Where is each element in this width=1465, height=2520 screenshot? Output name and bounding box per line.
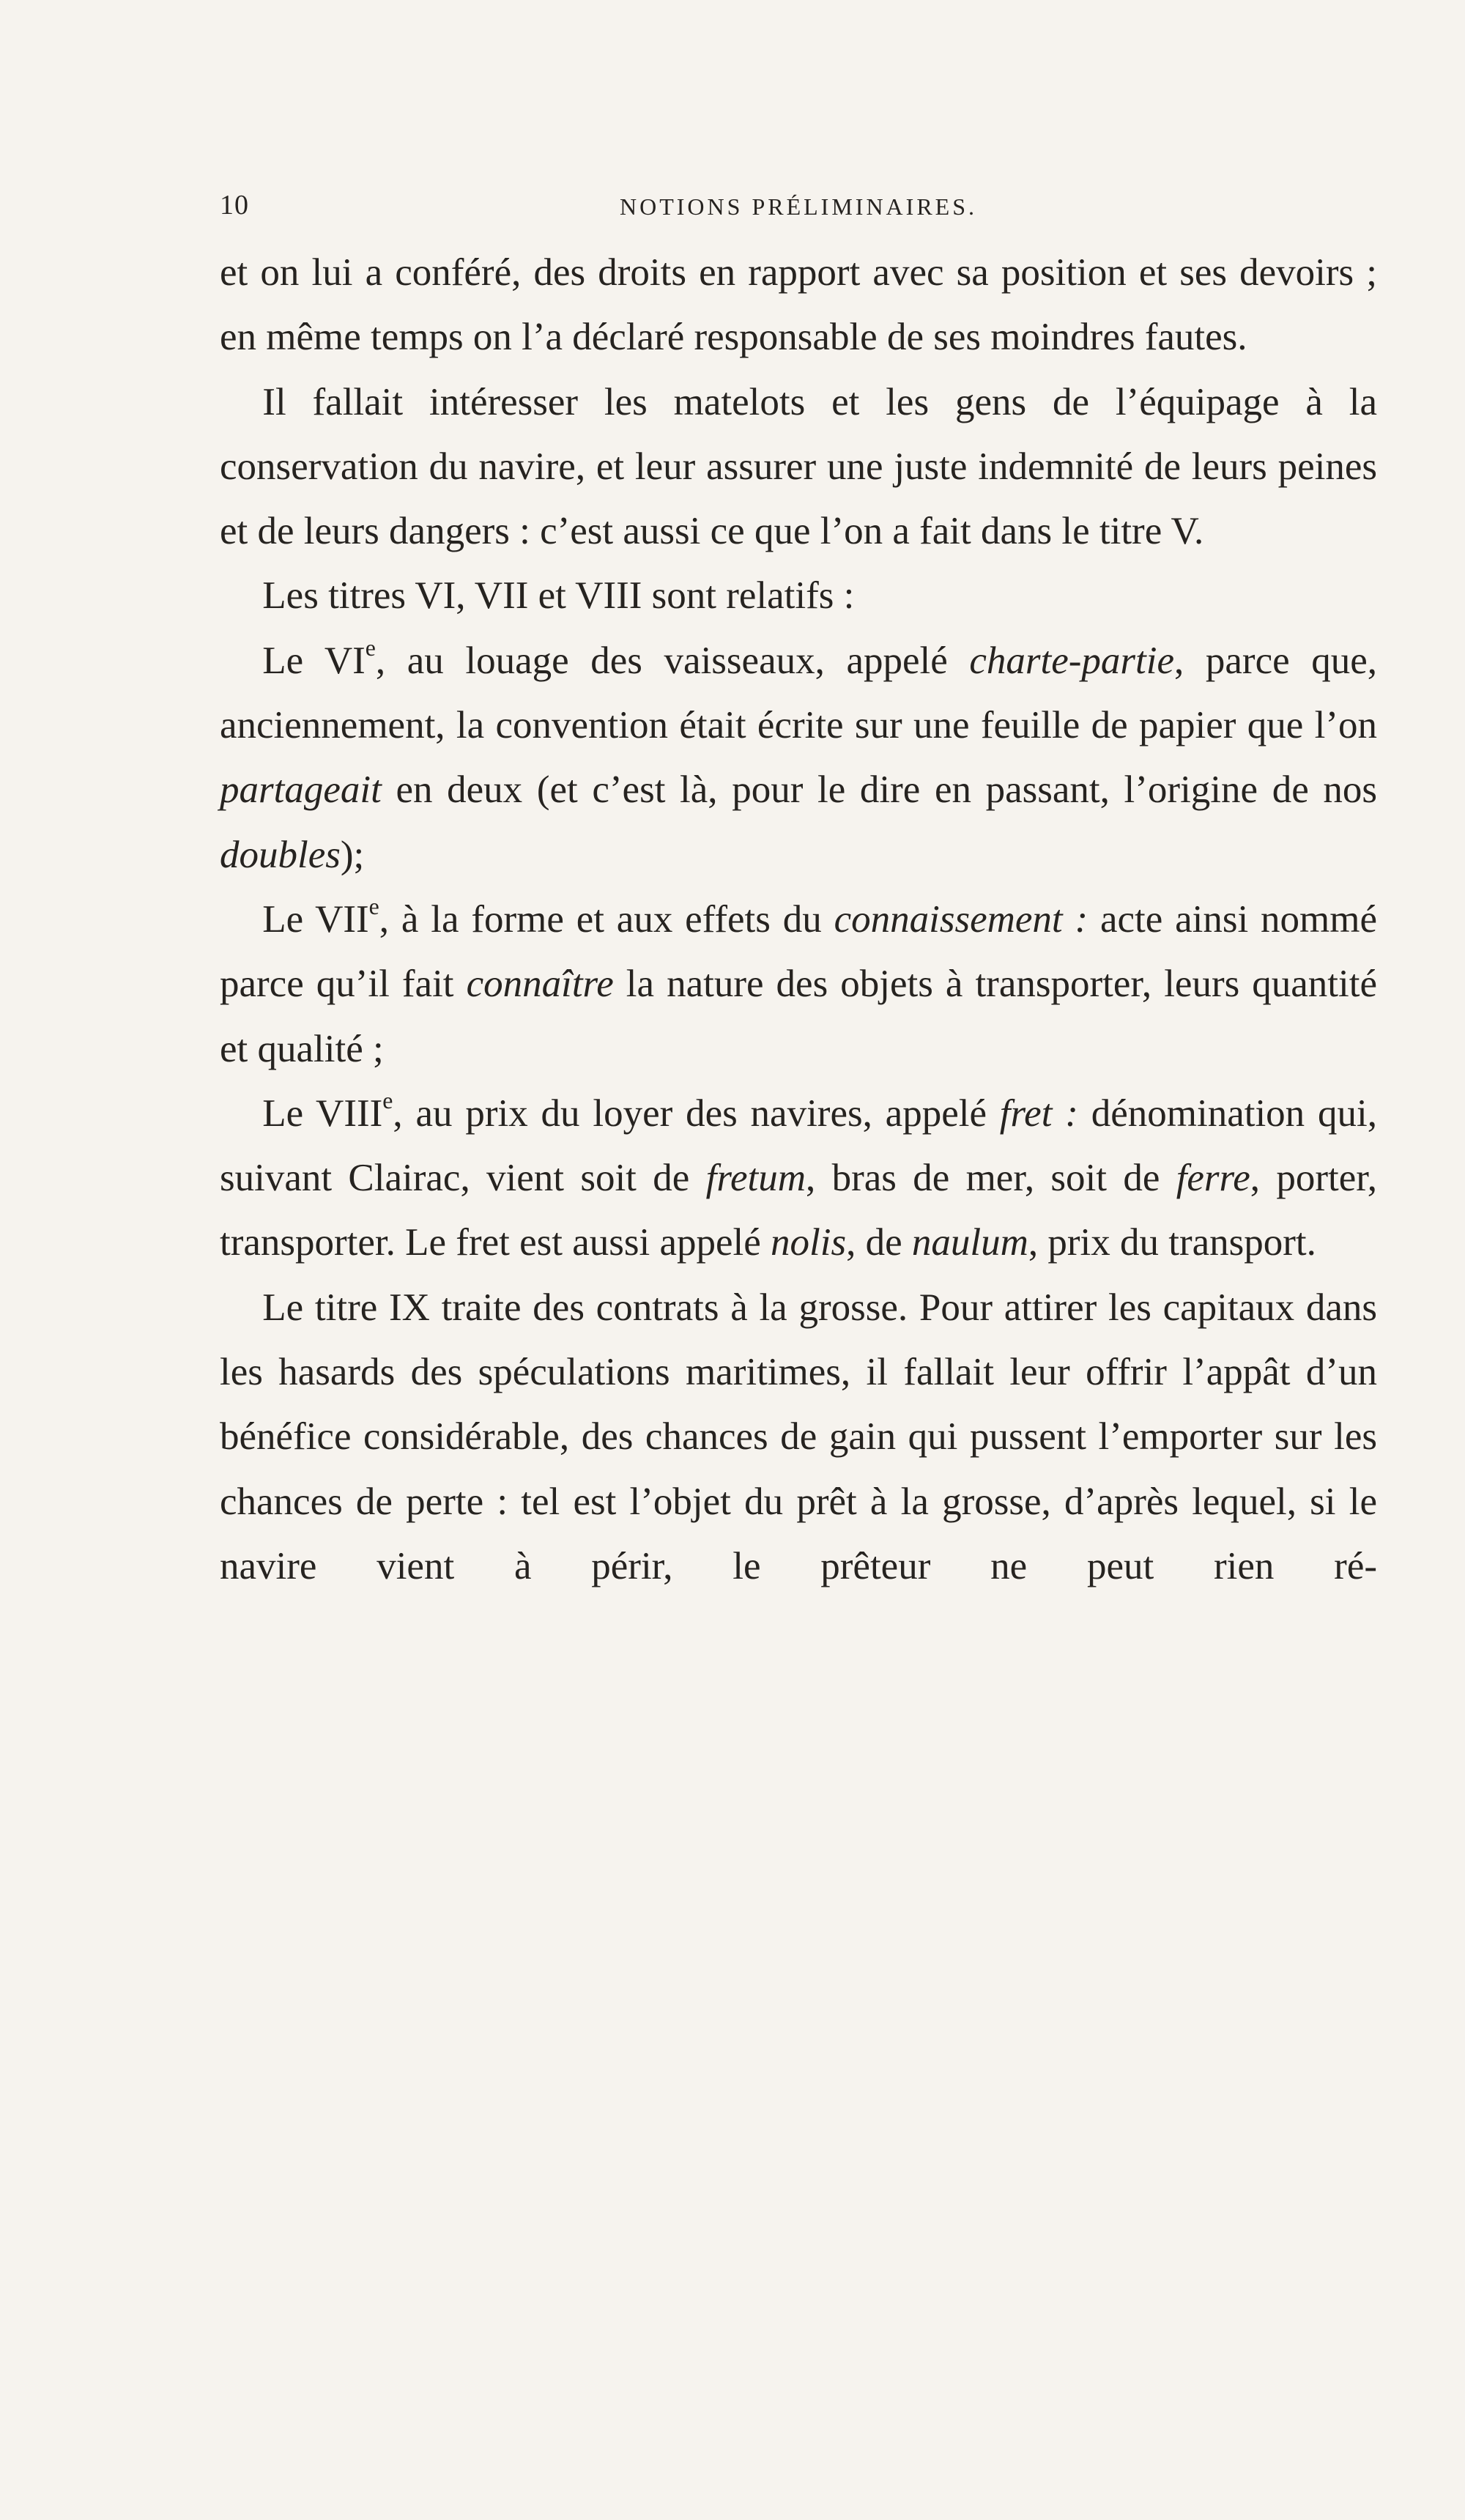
paragraph-5-text: Le VII xyxy=(262,897,369,941)
paragraph-2-text: Il fallait intéresser les matelots et les gens de l’équipage à la conservation du navire, et leur assurer une juste indemnité de leurs peines et de leurs dangers : c’est aussi ce que l’on a fait dans le titre V. xyxy=(220,380,1377,553)
paragraph-4-text: , parce que, anciennement, la convention était écrite sur une feuille de papier que l’on xyxy=(220,639,1377,747)
paragraph-3 xyxy=(220,563,1377,628)
paragraph-6-text: , prix du transport. xyxy=(1028,1221,1316,1264)
page-header xyxy=(220,189,1377,233)
paragraph-4-text: ); xyxy=(340,833,365,876)
paragraph-4 xyxy=(220,629,1377,887)
paragraph-2 xyxy=(220,370,1377,564)
paragraph-6-italic: fret : xyxy=(999,1092,1078,1135)
paragraph-5-superscript: e xyxy=(368,894,379,920)
paragraph-7-text: Le titre IX traite des contrats à la grosse. Pour attirer les capitaux dans les hasards des spéculations maritimes, il fallait leur offrir l’appât d’un bénéfice considérable, des chances de gain qui pussent l’emporter sur les chances de perte : tel est l’objet du prêt à la grosse, d’après lequel, si le navire vient à périr, le prêteur ne peut rien ré- xyxy=(220,1286,1377,1587)
paragraph-6-text: dénomination qui, suivant Clairac, vient soit de xyxy=(220,1092,1377,1200)
paragraph-4-text: en deux (et c’est là, pour le dire en passant, l’origine de nos xyxy=(381,768,1377,812)
paragraph-5-italic: connaissement : xyxy=(834,897,1088,941)
paragraph-6-text: , de xyxy=(846,1221,912,1264)
paragraph-6-italic: nolis xyxy=(771,1221,847,1264)
paragraph-5-text: , à la forme et aux effets du xyxy=(379,897,834,941)
paragraph-6-superscript: e xyxy=(382,1088,393,1114)
paragraph-4-text: Le VI xyxy=(262,639,366,682)
paragraph-4-italic: partageait xyxy=(220,768,382,812)
paragraph-6-text: , porter, transporter. Le fret est aussi appelé xyxy=(220,1157,1378,1264)
paragraph-5-italic: connaître xyxy=(466,963,614,1006)
paragraph-3-text: Les titres VI, VII et VIII sont relatifs : xyxy=(262,574,855,618)
paragraph-6-italic: fretum xyxy=(705,1157,806,1200)
paragraph-5-text: acte ainsi nommé parce qu’il fait xyxy=(220,897,1378,1006)
paragraph-4-italic: charte-partie xyxy=(969,639,1175,682)
paragraph-6-text: , au prix du loyer des navires, appelé xyxy=(393,1092,1000,1135)
paragraph-6 xyxy=(220,1081,1377,1275)
running-title: NOTIONS PRÉLIMINAIRES. xyxy=(620,193,977,220)
body-text xyxy=(220,240,1377,1598)
paragraph-6-italic: naulum xyxy=(911,1221,1028,1264)
paragraph-1 xyxy=(220,240,1377,370)
page-number: 10 xyxy=(220,190,249,220)
paragraph-1-text: et on lui a conféré, des droits en rapport avec sa position et ses devoirs ; en même temps on l’a déclaré responsable de ses moindres fautes. xyxy=(220,251,1377,359)
paragraph-6-italic: ferre xyxy=(1176,1157,1250,1200)
paragraph-6-text: , bras de mer, soit de xyxy=(806,1157,1176,1200)
paragraph-6-text: Le VIII xyxy=(262,1092,383,1135)
paragraph-4-text: , au louage des vaisseaux, appelé xyxy=(375,639,970,682)
paragraph-5 xyxy=(220,887,1377,1081)
paragraph-5-text: la nature des objets à transporter, leurs quantité et qualité ; xyxy=(220,963,1377,1070)
paragraph-4-italic: doubles xyxy=(220,833,341,876)
paragraph-4-superscript: e xyxy=(365,634,376,661)
paragraph-7 xyxy=(220,1275,1377,1598)
